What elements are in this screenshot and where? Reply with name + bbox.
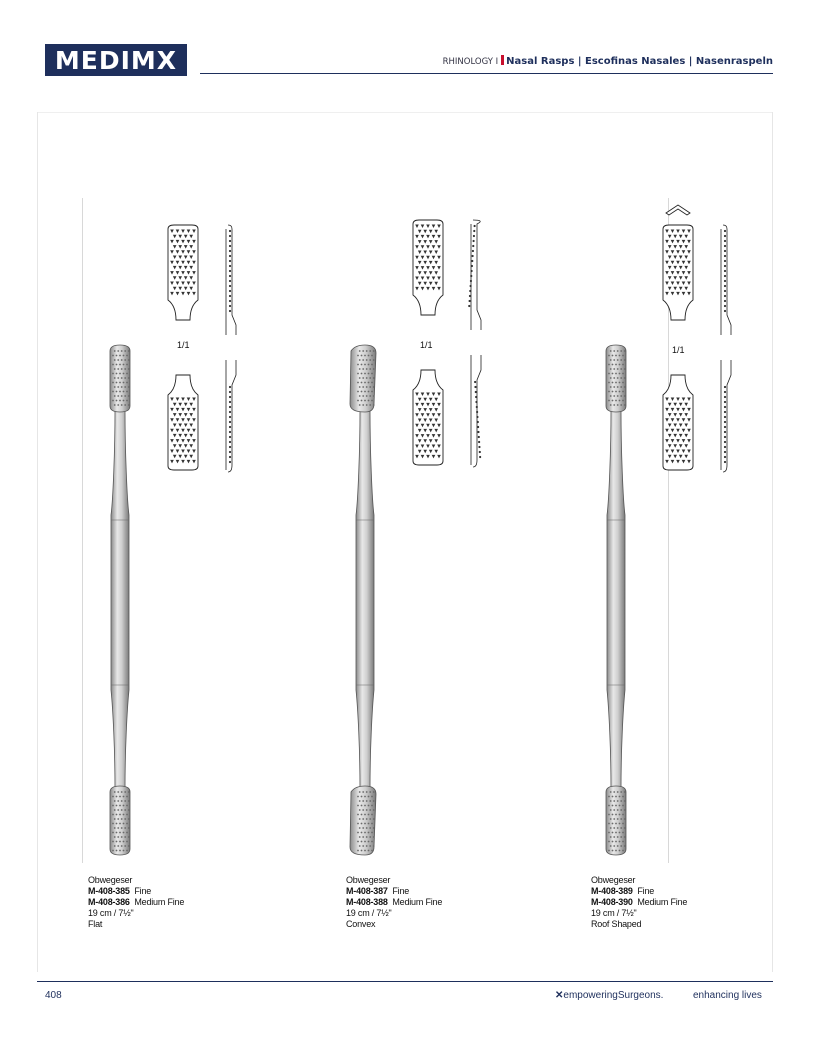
footer-tagline-secondary: enhancing lives [693, 990, 762, 1001]
footer-tagline [555, 990, 663, 1001]
scale-label: 1/1 [420, 340, 433, 350]
brand-logo [45, 44, 187, 76]
product-name: Obwegeser [346, 875, 391, 885]
product-shape: Convex [346, 919, 376, 929]
product-code: M-408-388 [346, 897, 388, 907]
product-code: M-408-389 [591, 886, 633, 896]
page-header [443, 55, 773, 67]
rasp-flat-illustration [100, 340, 140, 860]
product-code: M-408-390 [591, 897, 633, 907]
logo-text: MEDIMX [54, 45, 178, 75]
rasp-convex-illustration [345, 340, 385, 860]
rasp-roof-detail [655, 205, 750, 470]
product-grade: Medium Fine [392, 897, 443, 907]
product-size: 19 cm / 7½" [346, 908, 392, 918]
section-marker [501, 55, 504, 65]
product-grade: Fine [134, 886, 152, 896]
frame-top [37, 112, 773, 113]
scale-label: 1/1 [672, 345, 685, 355]
product-shape: Flat [88, 919, 103, 929]
page-number: 408 [45, 990, 62, 1001]
product-name: Obwegeser [88, 875, 133, 885]
product-size: 19 cm / 7½" [591, 908, 637, 918]
footer-rule [37, 981, 773, 982]
frame-right [772, 112, 773, 972]
product-caption [88, 875, 184, 930]
tagline-mark-icon: ✕ [555, 990, 564, 1001]
scale-label: 1/1 [177, 340, 190, 350]
product-grade: Fine [637, 886, 655, 896]
product-caption [591, 875, 687, 930]
product-code: M-408-387 [346, 886, 388, 896]
product-code: M-408-385 [88, 886, 130, 896]
product-grade: Medium Fine [637, 897, 688, 907]
header-rule [200, 73, 773, 74]
rasp-roof-illustration [596, 340, 636, 860]
rasp-convex-detail [405, 215, 495, 470]
rasp-flat-detail [160, 220, 250, 470]
product-code: M-408-386 [88, 897, 130, 907]
column-line [82, 198, 83, 863]
tagline-text: empoweringSurgeons. [563, 990, 664, 1001]
product-grade: Medium Fine [134, 897, 185, 907]
product-name: Obwegeser [591, 875, 636, 885]
section-label: RHINOLOGY I [442, 57, 499, 67]
product-caption [346, 875, 442, 930]
product-shape: Roof Shaped [591, 919, 642, 929]
page-title: Nasal Rasps | Escofinas Nasales | Nasenraspeln [506, 56, 773, 67]
frame-left [37, 112, 38, 972]
product-grade: Fine [392, 886, 410, 896]
product-size: 19 cm / 7½" [88, 908, 134, 918]
